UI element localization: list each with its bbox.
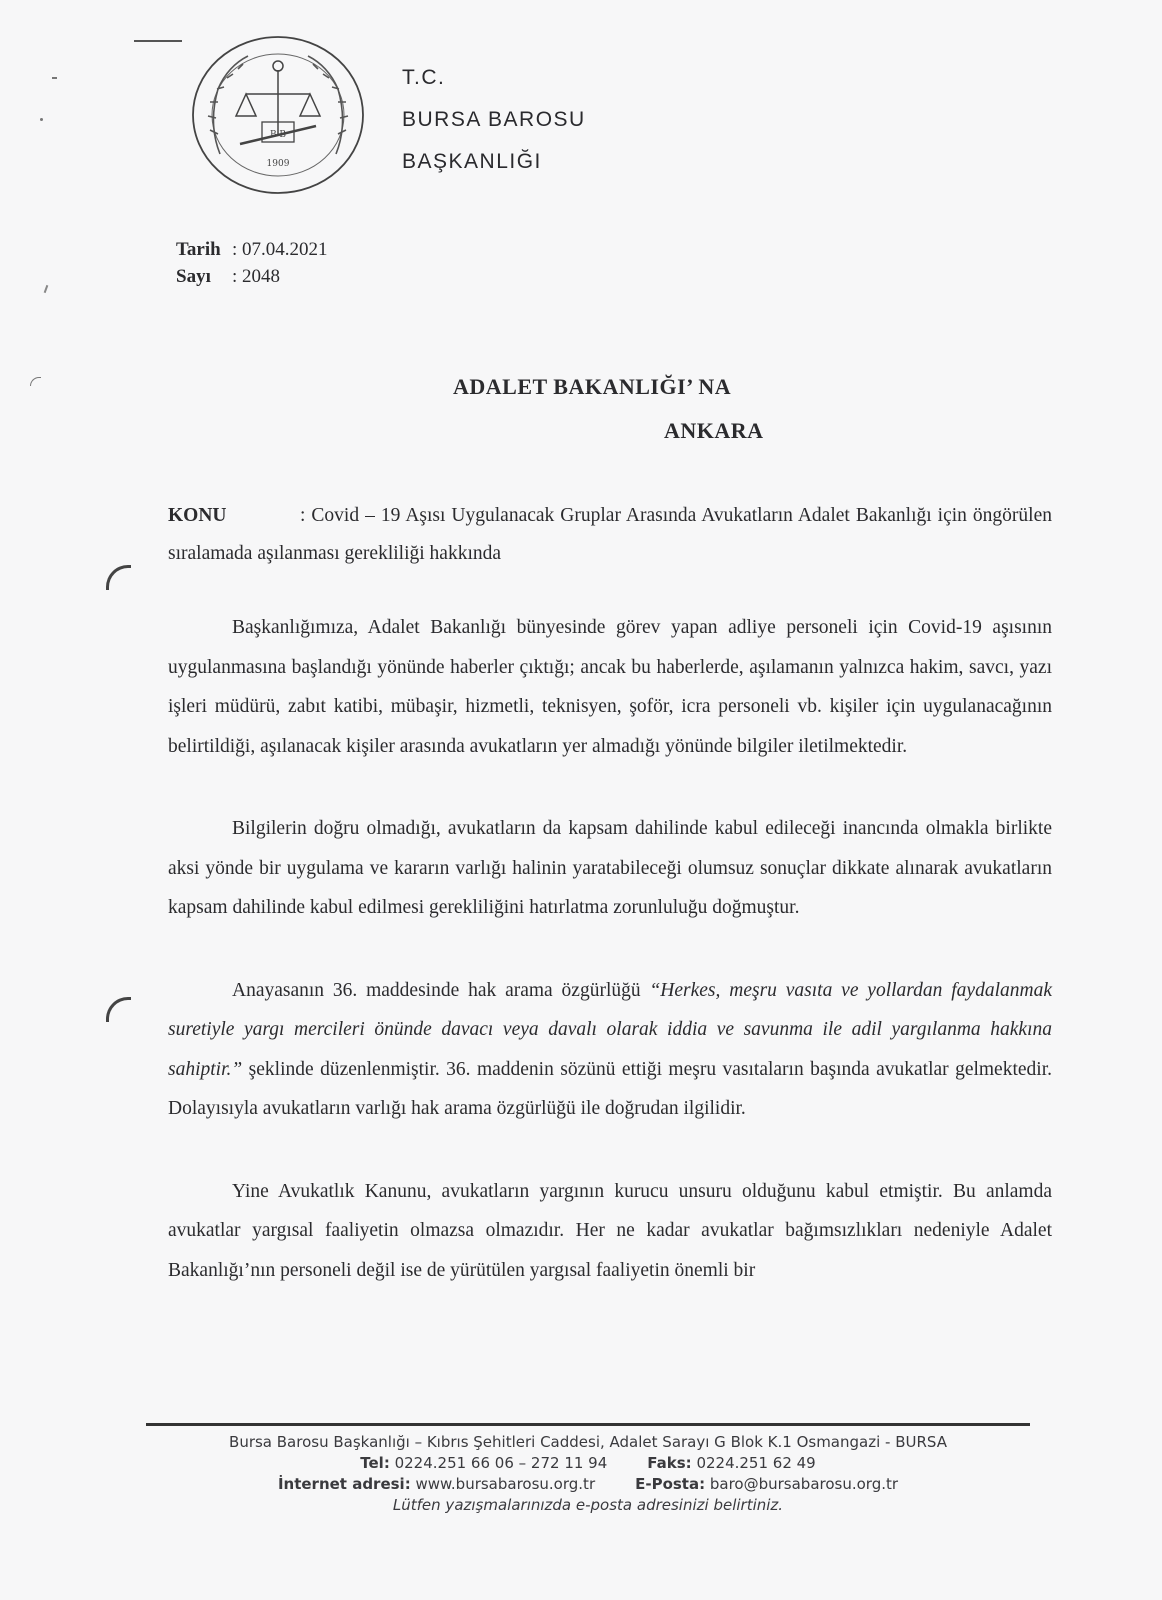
date-label: Tarih	[176, 239, 221, 260]
footer-note: Lütfen yazışmalarınızda e-posta adresinizi belirtiniz.	[392, 1496, 784, 1514]
paragraph-3-start: Anayasanın 36. maddesinde hak arama özgürlüğü	[232, 979, 650, 1001]
org-line-name: BURSA BAROSU	[402, 108, 586, 131]
footer-phone-row	[146, 1453, 1030, 1474]
scan-artifact	[134, 40, 182, 42]
recipient-city: ANKARA	[664, 418, 764, 443]
date-row	[176, 236, 328, 263]
fax-value: 0224.251 62 49	[691, 1454, 816, 1472]
paragraph-3	[168, 971, 1052, 1129]
org-line-presidency: BAŞKANLIĞI	[402, 150, 542, 173]
fax-label: Faks:	[647, 1454, 692, 1472]
paragraph-3-end: şeklinde düzenlenmiştir. 36. maddenin sözünü ettiği meşru vasıtaların başında avukatlar gelmektedir. Dolayısıyla avukatların varlığı hak arama özgürlüğü ile doğrudan ilgilidir.	[168, 1058, 1052, 1119]
letter-body	[168, 608, 1052, 1333]
svg-text:B B: B B	[269, 130, 287, 140]
email-label: E-Posta:	[635, 1475, 706, 1493]
subject-block	[168, 497, 1052, 573]
paragraph-4: Yine Avukatlık Kanunu, avukatların yargının kurucu unsuru olduğunu kabul etmiştir. Bu anlamda avukatlar yargısal faaliyetin olmazsa olmazıdır. Her ne kadar avukatlar bağımsızlıkları nedeniyle Adalet Bakanlığı’nın personeli değil ise de yürütülen yargısal faaliyetin önemli bir	[168, 1180, 1052, 1281]
organization-header	[402, 57, 586, 183]
scan-artifact	[40, 118, 43, 121]
paragraph-2: Bilgilerin doğru olmadığı, avukatların da kapsam dahilinde kabul edileceği inancında olmakla birlikte aksi yönde bir uygulama ve kararın varlığı halinin yaratabileceği olumsuz sonuçlar dikkate alınarak avukatların kapsam dahilinde kabul edilmesi gerekliliğini hatırlatma zorunluluğu doğmuştur.	[168, 818, 1052, 918]
constitution-quote: “Herkes, meşru vasıta ve yollardan faydalanmak suretiyle yargı mercileri önünde davacı veya davalı olarak iddia ve savunma ile adil yargılanma hakkına sahiptir.”	[168, 979, 1052, 1080]
svg-text:1909: 1909	[266, 159, 290, 169]
bar-association-seal	[190, 34, 366, 196]
email-value: baro@bursabarosu.org.tr	[705, 1475, 899, 1493]
number-value: : 2048	[232, 266, 281, 287]
tel-label: Tel:	[360, 1454, 390, 1472]
web-label: İnternet adresi:	[277, 1475, 411, 1493]
document-meta	[176, 236, 328, 290]
subject-text: : Covid – 19 Aşısı Uygulanacak Gruplar Arasında Avukatların Adalet Bakanlığı için öngörülen sıralamada aşılanması gerekliliği hakkında	[168, 505, 1052, 564]
punch-hole-mark	[106, 565, 131, 590]
number-row	[176, 263, 328, 290]
subject-label: KONU	[168, 505, 227, 526]
scan-artifact	[52, 77, 57, 79]
recipient-name: ADALET BAKANLIĞI’ NA	[453, 374, 732, 399]
tel-value: 0224.251 66 06 – 272 11 94	[389, 1454, 608, 1472]
scan-artifact	[44, 285, 49, 293]
paragraph-1: Başkanlığımıza, Adalet Bakanlığı bünyesinde görev yapan adliye personeli için Covid-19 aşısının uygulanmasına başlandığı yönünde haberler çıktığı; ancak bu haberlerde, aşılamanın yalnızca hakim, savcı, yazı işleri müdürü, zabıt katibi, mübaşir, hizmetli, teknisyen, şoför, icra personeli vb. kişiler için uygulanacağının belirtildiği, aşılanacak kişiler arasında avukatların yer almadığı yönünde bilgiler iletilmektedir.	[168, 617, 1052, 757]
letterhead-footer	[146, 1432, 1030, 1516]
footer-address: Bursa Barosu Başkanlığı – Kıbrıs Şehitleri Caddesi, Adalet Sarayı G Blok K.1 Osmangazi - BURSA	[229, 1433, 947, 1451]
punch-hole-mark	[106, 997, 131, 1022]
footer-divider	[146, 1423, 1030, 1426]
org-line-tc: T.C.	[402, 66, 446, 89]
punch-hole-mark	[30, 377, 41, 386]
web-value: www.bursabarosu.org.tr	[410, 1475, 596, 1493]
footer-web-row	[146, 1474, 1030, 1495]
number-label: Sayı	[176, 266, 211, 287]
date-value: : 07.04.2021	[232, 239, 328, 260]
